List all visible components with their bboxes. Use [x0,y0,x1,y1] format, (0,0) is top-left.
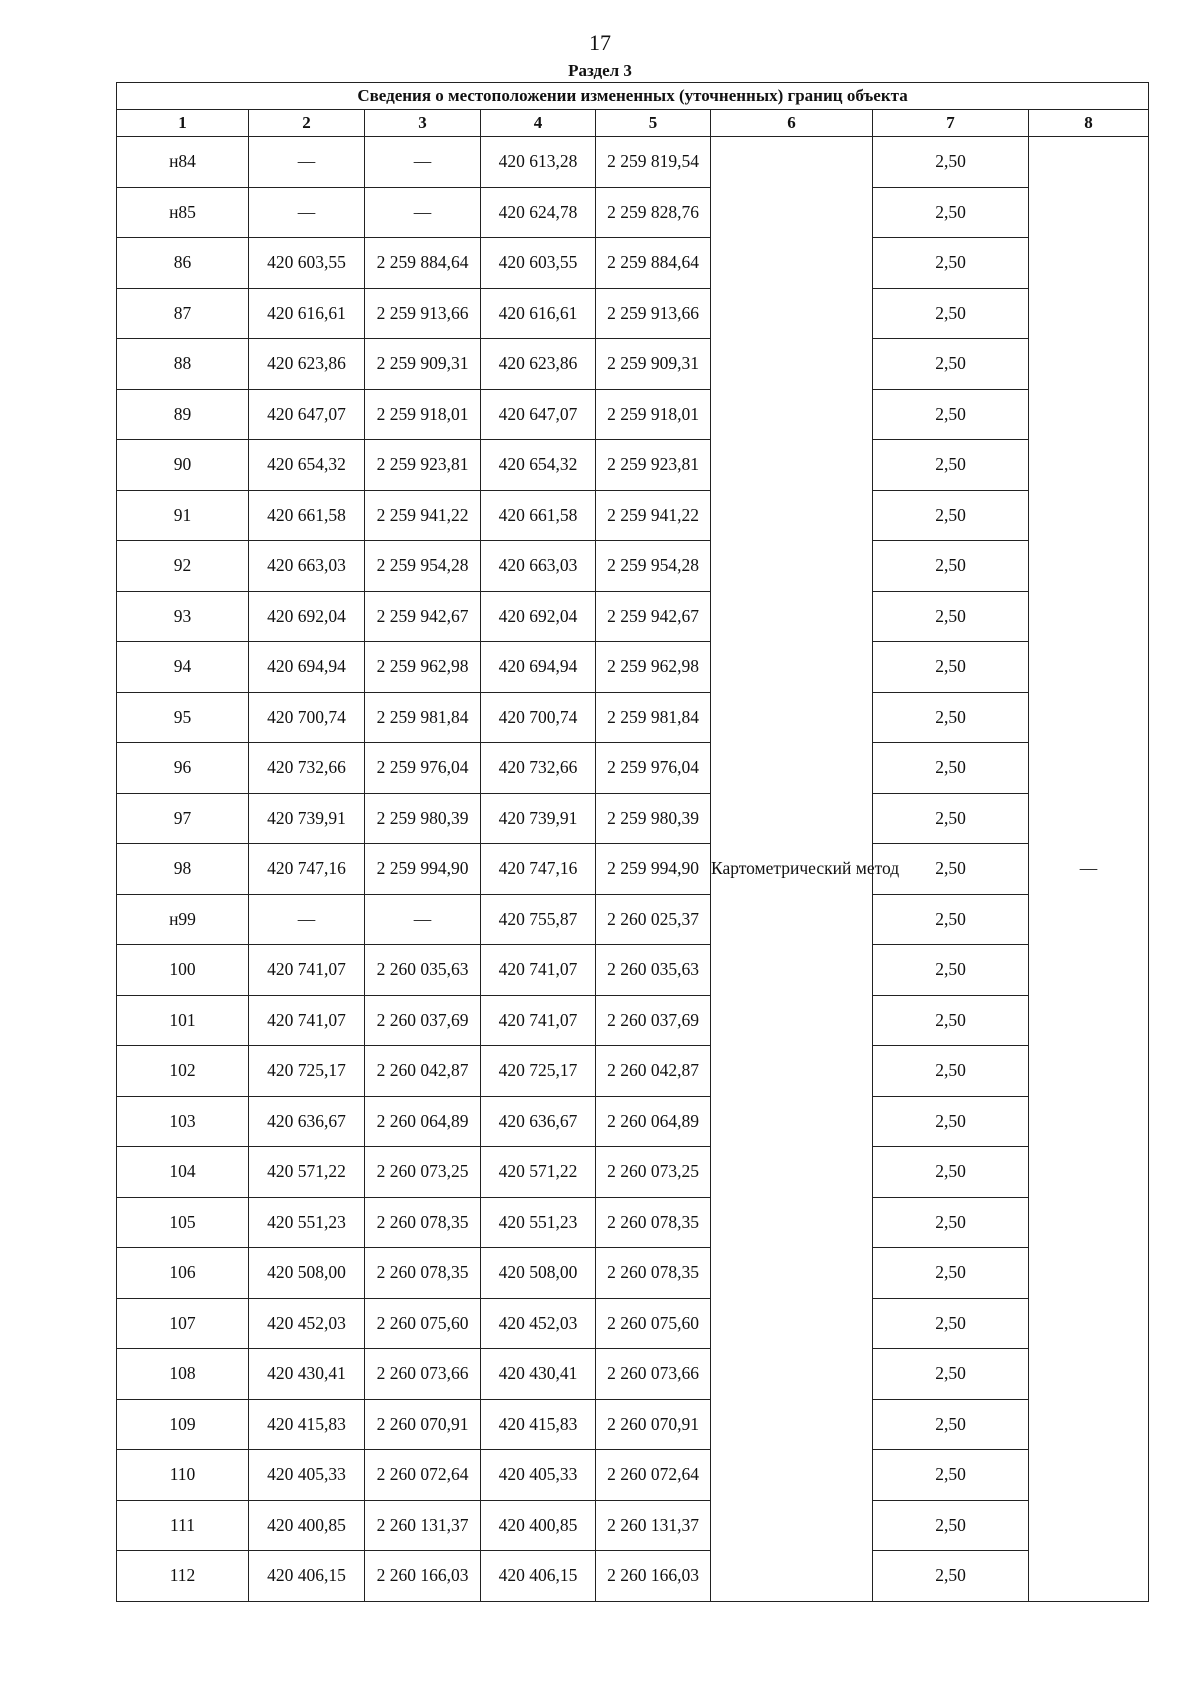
x-refined-cell: 420 508,00 [481,1248,596,1299]
point-number-cell: 105 [117,1197,249,1248]
precision-cell: 2,50 [873,591,1029,642]
table-row [117,995,1149,1046]
x-existing-cell: — [249,894,365,945]
precision-cell: 2,50 [873,440,1029,491]
table-row [117,389,1149,440]
x-existing-cell: 420 739,91 [249,793,365,844]
precision-cell: 2,50 [873,945,1029,996]
y-refined-cell: 2 260 166,03 [596,1551,711,1602]
point-number-cell: н84 [117,137,249,188]
x-refined-cell: 420 739,91 [481,793,596,844]
y-refined-cell: 2 260 025,37 [596,894,711,945]
x-refined-cell: 420 415,83 [481,1399,596,1450]
precision-cell: 2,50 [873,642,1029,693]
page-number: 17 [589,30,611,55]
y-refined-cell: 2 259 884,64 [596,238,711,289]
y-refined-cell: 2 260 131,37 [596,1500,711,1551]
x-refined-cell: 420 663,03 [481,541,596,592]
precision-cell: 2,50 [873,288,1029,339]
table-body [117,137,1149,1602]
precision-cell: 2,50 [873,1248,1029,1299]
y-existing-cell: 2 259 954,28 [365,541,481,592]
column-number-header: 8 [1029,110,1149,137]
x-existing-cell: 420 551,23 [249,1197,365,1248]
precision-cell: 2,50 [873,743,1029,794]
table-row [117,440,1149,491]
x-existing-cell: 420 430,41 [249,1349,365,1400]
precision-cell: 2,50 [873,1349,1029,1400]
y-refined-cell: 2 260 035,63 [596,945,711,996]
y-refined-cell: 2 260 073,66 [596,1349,711,1400]
table-row [117,591,1149,642]
x-existing-cell: 420 616,61 [249,288,365,339]
x-refined-cell: 420 636,67 [481,1096,596,1147]
precision-cell: 2,50 [873,1197,1029,1248]
y-existing-cell: 2 260 064,89 [365,1096,481,1147]
x-existing-cell: 420 405,33 [249,1450,365,1501]
point-number-cell: 110 [117,1450,249,1501]
precision-cell: 2,50 [873,995,1029,1046]
point-number-cell: 89 [117,389,249,440]
x-existing-cell: 420 654,32 [249,440,365,491]
column-number-header: 5 [596,110,711,137]
x-existing-cell: 420 452,03 [249,1298,365,1349]
table-row [117,238,1149,289]
x-refined-cell: 420 747,16 [481,844,596,895]
table-row [117,1399,1149,1450]
point-number-cell: 96 [117,743,249,794]
y-existing-cell: — [365,187,481,238]
x-existing-cell: 420 694,94 [249,642,365,693]
x-existing-cell: 420 741,07 [249,995,365,1046]
point-number-cell: 87 [117,288,249,339]
section-title: Раздел 3 [568,61,632,80]
point-number-cell: 107 [117,1298,249,1349]
x-refined-cell: 420 551,23 [481,1197,596,1248]
point-number-cell: 106 [117,1248,249,1299]
x-refined-cell: 420 430,41 [481,1349,596,1400]
y-existing-cell: 2 260 070,91 [365,1399,481,1450]
y-refined-cell: 2 260 070,91 [596,1399,711,1450]
table-row [117,137,1149,188]
y-refined-cell: 2 259 923,81 [596,440,711,491]
point-number-cell: 93 [117,591,249,642]
x-existing-cell: 420 508,00 [249,1248,365,1299]
x-existing-cell: 420 647,07 [249,389,365,440]
y-existing-cell: 2 259 980,39 [365,793,481,844]
column-number-header: 4 [481,110,596,137]
y-existing-cell: 2 259 918,01 [365,389,481,440]
y-existing-cell: 2 260 078,35 [365,1248,481,1299]
precision-cell: 2,50 [873,894,1029,945]
y-refined-cell: 2 259 942,67 [596,591,711,642]
table-caption: Сведения о местоположении измененных (уточненных) границ объекта [117,83,1149,110]
y-refined-cell: 2 259 962,98 [596,642,711,693]
x-existing-cell: 420 603,55 [249,238,365,289]
table-row [117,945,1149,996]
y-existing-cell: 2 260 078,35 [365,1197,481,1248]
x-refined-cell: 420 613,28 [481,137,596,188]
point-number-cell: 90 [117,440,249,491]
y-existing-cell: 2 259 913,66 [365,288,481,339]
point-number-cell: 91 [117,490,249,541]
precision-cell: 2,50 [873,793,1029,844]
column-number-header: 1 [117,110,249,137]
y-refined-cell: 2 259 976,04 [596,743,711,794]
y-existing-cell: 2 260 042,87 [365,1046,481,1097]
x-refined-cell: 420 571,22 [481,1147,596,1198]
table-row [117,692,1149,743]
y-refined-cell: 2 259 980,39 [596,793,711,844]
x-refined-cell: 420 732,66 [481,743,596,794]
y-refined-cell: 2 259 828,76 [596,187,711,238]
point-number-cell: 92 [117,541,249,592]
x-refined-cell: 420 725,17 [481,1046,596,1097]
table-row [117,1046,1149,1097]
y-refined-cell: 2 259 819,54 [596,137,711,188]
x-refined-cell: 420 405,33 [481,1450,596,1501]
x-existing-cell: 420 400,85 [249,1500,365,1551]
y-refined-cell: 2 259 913,66 [596,288,711,339]
y-existing-cell: 2 260 075,60 [365,1298,481,1349]
point-number-cell: 97 [117,793,249,844]
y-refined-cell: 2 259 941,22 [596,490,711,541]
table-row [117,1450,1149,1501]
x-existing-cell: 420 415,83 [249,1399,365,1450]
x-existing-cell: — [249,137,365,188]
point-number-cell: 101 [117,995,249,1046]
precision-cell: 2,50 [873,844,1029,895]
y-refined-cell: 2 260 042,87 [596,1046,711,1097]
table-row [117,1500,1149,1551]
table-row [117,1551,1149,1602]
y-refined-cell: 2 260 078,35 [596,1248,711,1299]
y-existing-cell: — [365,894,481,945]
table-row [117,288,1149,339]
y-existing-cell: 2 260 073,66 [365,1349,481,1400]
x-refined-cell: 420 616,61 [481,288,596,339]
y-existing-cell: 2 259 909,31 [365,339,481,390]
point-number-cell: 98 [117,844,249,895]
y-refined-cell: 2 260 037,69 [596,995,711,1046]
table-row [117,743,1149,794]
y-existing-cell: 2 259 923,81 [365,440,481,491]
y-existing-cell: 2 259 942,67 [365,591,481,642]
x-refined-cell: 420 692,04 [481,591,596,642]
precision-cell: 2,50 [873,692,1029,743]
method-cell: Картометрический метод [711,137,873,1602]
x-refined-cell: 420 406,15 [481,1551,596,1602]
point-number-cell: 104 [117,1147,249,1198]
y-refined-cell: 2 259 918,01 [596,389,711,440]
precision-cell: 2,50 [873,187,1029,238]
x-refined-cell: 420 741,07 [481,945,596,996]
column-number-header: 3 [365,110,481,137]
precision-cell: 2,50 [873,238,1029,289]
table-row [117,642,1149,693]
column-number-header: 7 [873,110,1029,137]
x-existing-cell: 420 571,22 [249,1147,365,1198]
point-number-cell: 86 [117,238,249,289]
table-row [117,541,1149,592]
column-number-header: 2 [249,110,365,137]
table-row [117,490,1149,541]
y-existing-cell: 2 260 035,63 [365,945,481,996]
x-existing-cell: 420 732,66 [249,743,365,794]
x-refined-cell: 420 623,86 [481,339,596,390]
y-refined-cell: 2 260 075,60 [596,1298,711,1349]
x-existing-cell: 420 663,03 [249,541,365,592]
column-number-header: 6 [711,110,873,137]
precision-cell: 2,50 [873,339,1029,390]
point-number-cell: 112 [117,1551,249,1602]
y-existing-cell: 2 259 884,64 [365,238,481,289]
table-row [117,1096,1149,1147]
point-number-cell: 94 [117,642,249,693]
y-refined-cell: 2 259 981,84 [596,692,711,743]
y-refined-cell: 2 259 954,28 [596,541,711,592]
point-number-cell: 109 [117,1399,249,1450]
table-row [117,1349,1149,1400]
column-8-cell: — [1029,137,1149,1602]
table-row [117,339,1149,390]
y-existing-cell: 2 259 981,84 [365,692,481,743]
point-number-cell: 108 [117,1349,249,1400]
precision-cell: 2,50 [873,137,1029,188]
precision-cell: 2,50 [873,1450,1029,1501]
table-row [117,1147,1149,1198]
x-existing-cell: 420 623,86 [249,339,365,390]
precision-cell: 2,50 [873,1298,1029,1349]
y-refined-cell: 2 259 909,31 [596,339,711,390]
precision-cell: 2,50 [873,1551,1029,1602]
precision-cell: 2,50 [873,541,1029,592]
y-existing-cell: 2 260 073,25 [365,1147,481,1198]
boundary-coordinates-table [116,82,1149,1602]
x-existing-cell: 420 700,74 [249,692,365,743]
y-refined-cell: 2 259 994,90 [596,844,711,895]
precision-cell: 2,50 [873,490,1029,541]
x-refined-cell: 420 700,74 [481,692,596,743]
x-existing-cell: 420 741,07 [249,945,365,996]
x-refined-cell: 420 741,07 [481,995,596,1046]
x-existing-cell: 420 406,15 [249,1551,365,1602]
point-number-cell: 103 [117,1096,249,1147]
point-number-cell: 102 [117,1046,249,1097]
precision-cell: 2,50 [873,1046,1029,1097]
point-number-cell: н85 [117,187,249,238]
point-number-cell: 111 [117,1500,249,1551]
y-refined-cell: 2 260 073,25 [596,1147,711,1198]
y-existing-cell: 2 259 994,90 [365,844,481,895]
x-existing-cell: — [249,187,365,238]
y-existing-cell: 2 260 072,64 [365,1450,481,1501]
table-row [117,894,1149,945]
precision-cell: 2,50 [873,1399,1029,1450]
y-refined-cell: 2 260 072,64 [596,1450,711,1501]
x-refined-cell: 420 654,32 [481,440,596,491]
x-existing-cell: 420 661,58 [249,490,365,541]
table-row [117,1298,1149,1349]
table-row [117,1197,1149,1248]
x-refined-cell: 420 452,03 [481,1298,596,1349]
y-existing-cell: 2 260 166,03 [365,1551,481,1602]
x-refined-cell: 420 624,78 [481,187,596,238]
point-number-cell: 100 [117,945,249,996]
precision-cell: 2,50 [873,389,1029,440]
point-number-cell: 95 [117,692,249,743]
precision-cell: 2,50 [873,1147,1029,1198]
y-existing-cell: 2 259 941,22 [365,490,481,541]
table-row [117,187,1149,238]
y-refined-cell: 2 260 078,35 [596,1197,711,1248]
precision-cell: 2,50 [873,1500,1029,1551]
y-existing-cell: 2 259 962,98 [365,642,481,693]
point-number-cell: 88 [117,339,249,390]
x-existing-cell: 420 725,17 [249,1046,365,1097]
x-existing-cell: 420 692,04 [249,591,365,642]
y-existing-cell: — [365,137,481,188]
precision-cell: 2,50 [873,1096,1029,1147]
y-refined-cell: 2 260 064,89 [596,1096,711,1147]
x-refined-cell: 420 755,87 [481,894,596,945]
x-refined-cell: 420 661,58 [481,490,596,541]
y-existing-cell: 2 260 131,37 [365,1500,481,1551]
x-refined-cell: 420 694,94 [481,642,596,693]
x-refined-cell: 420 603,55 [481,238,596,289]
table-row [117,793,1149,844]
y-existing-cell: 2 259 976,04 [365,743,481,794]
y-existing-cell: 2 260 037,69 [365,995,481,1046]
x-existing-cell: 420 636,67 [249,1096,365,1147]
x-refined-cell: 420 400,85 [481,1500,596,1551]
table-row [117,1248,1149,1299]
table-row [117,844,1149,895]
x-refined-cell: 420 647,07 [481,389,596,440]
x-existing-cell: 420 747,16 [249,844,365,895]
point-number-cell: н99 [117,894,249,945]
